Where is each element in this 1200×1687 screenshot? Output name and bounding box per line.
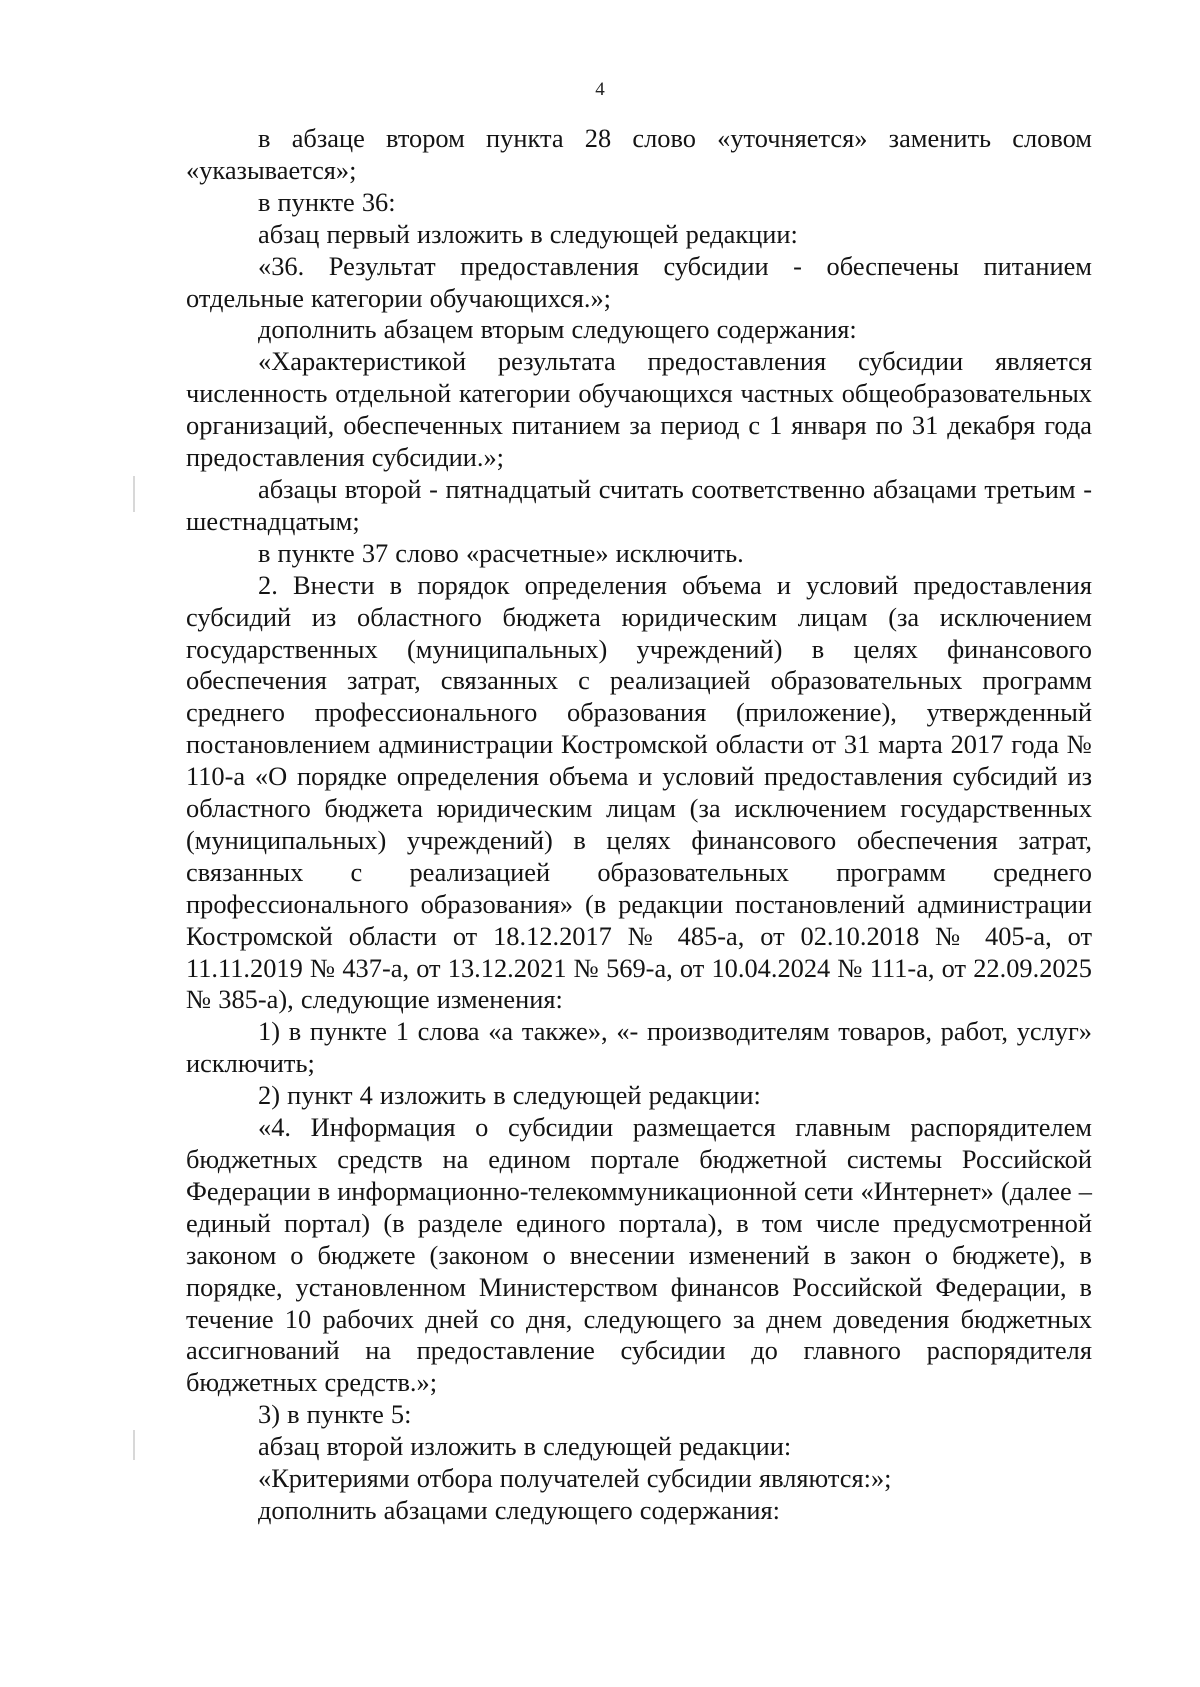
paragraph: 2) пункт 4 изложить в следующей редакции: xyxy=(258,1080,761,1111)
document-body xyxy=(186,123,1092,1527)
paragraph: дополнить абзацем вторым следующего содержания: xyxy=(258,314,857,345)
paragraph: в пункте 37 слово «расчетные» исключить. xyxy=(258,537,744,568)
scan-margin-mark xyxy=(133,476,135,512)
paragraph: 3) в пункте 5: xyxy=(258,1399,412,1430)
page-number: 4 xyxy=(595,79,605,100)
scan-margin-mark xyxy=(133,1430,135,1460)
paragraph: абзацы второй - пятнадцатый считать соответственно абзацами третьим - шестнадцатым; xyxy=(186,473,1092,536)
paragraph: «36. Результат предоставления субсидии - обеспечены питанием отдельные категории обучающихся.»; xyxy=(186,250,1092,313)
paragraph: абзац второй изложить в следующей редакции: xyxy=(258,1431,792,1462)
paragraph: «4. Информация о субсидии размещается главным распорядителем бюджетных средств на едином портале бюджетной системы Российской Федерации в информационно-телекоммуникационной сети «Интернет» (далее – единый портал) (в разделе единого портала), в том числе предусмотренной законом о бюджете (законом о внесении изменений в закон о бюджете), в порядке, установленном Министерством финансов Российской Федерации, в течение 10 рабочих дней со дня, следующего за днем доведения бюджетных ассигнований на предоставление субсидии до главного распорядителя бюджетных средств.»; xyxy=(186,1112,1092,1398)
paragraph: в пункте 36: xyxy=(258,186,396,217)
paragraph: 1) в пункте 1 слова «а также», «- производителям товаров, работ, услуг» исключить; xyxy=(186,1016,1092,1079)
paragraph: в абзаце втором пункта 28 слово «уточняется» заменить словом «указывается»; xyxy=(186,123,1092,185)
paragraph: дополнить абзацами следующего содержания: xyxy=(258,1494,780,1525)
paragraph: «Характеристикой результата предоставления субсидии является численность отдельной категории обучающихся частных общеобразовательных организаций, обеспеченных питанием за период с 1 января по 31 декабря года предоставления субсидии.»; xyxy=(186,346,1092,473)
paragraph: «Критериями отбора получателей субсидии являются:»; xyxy=(258,1463,892,1494)
paragraph: абзац первый изложить в следующей редакции: xyxy=(258,218,798,249)
paragraph: 2. Внести в порядок определения объема и условий предоставления субсидий из областного бюджета юридическим лицам (за исключением государственных (муниципальных) учреждений) в целях финансового обеспечения затрат, связанных с реализацией образовательных программ среднего профессионального образования (приложение), утвержденный постановлением администрации Костромской области от 31 марта 2017 года № 110-а «О порядке определения объема и условий предоставления субсидий из областного бюджета юридическим лицам (за исключением государственных (муниципальных) учреждений) в целях финансового обеспечения затрат, связанных с реализацией образовательных программ среднего профессионального образования» (в редакции постановлений администрации Костромской области от 18.12.2017 № 485-а, от 02.10.2018 № 405-а, от 11.11.2019 № 437-а, от 13.12.2021 № 569-а, от 10.04.2024 № 111-а, от 22.09.2025 № 385-а), следующие изменения: xyxy=(186,569,1092,1015)
